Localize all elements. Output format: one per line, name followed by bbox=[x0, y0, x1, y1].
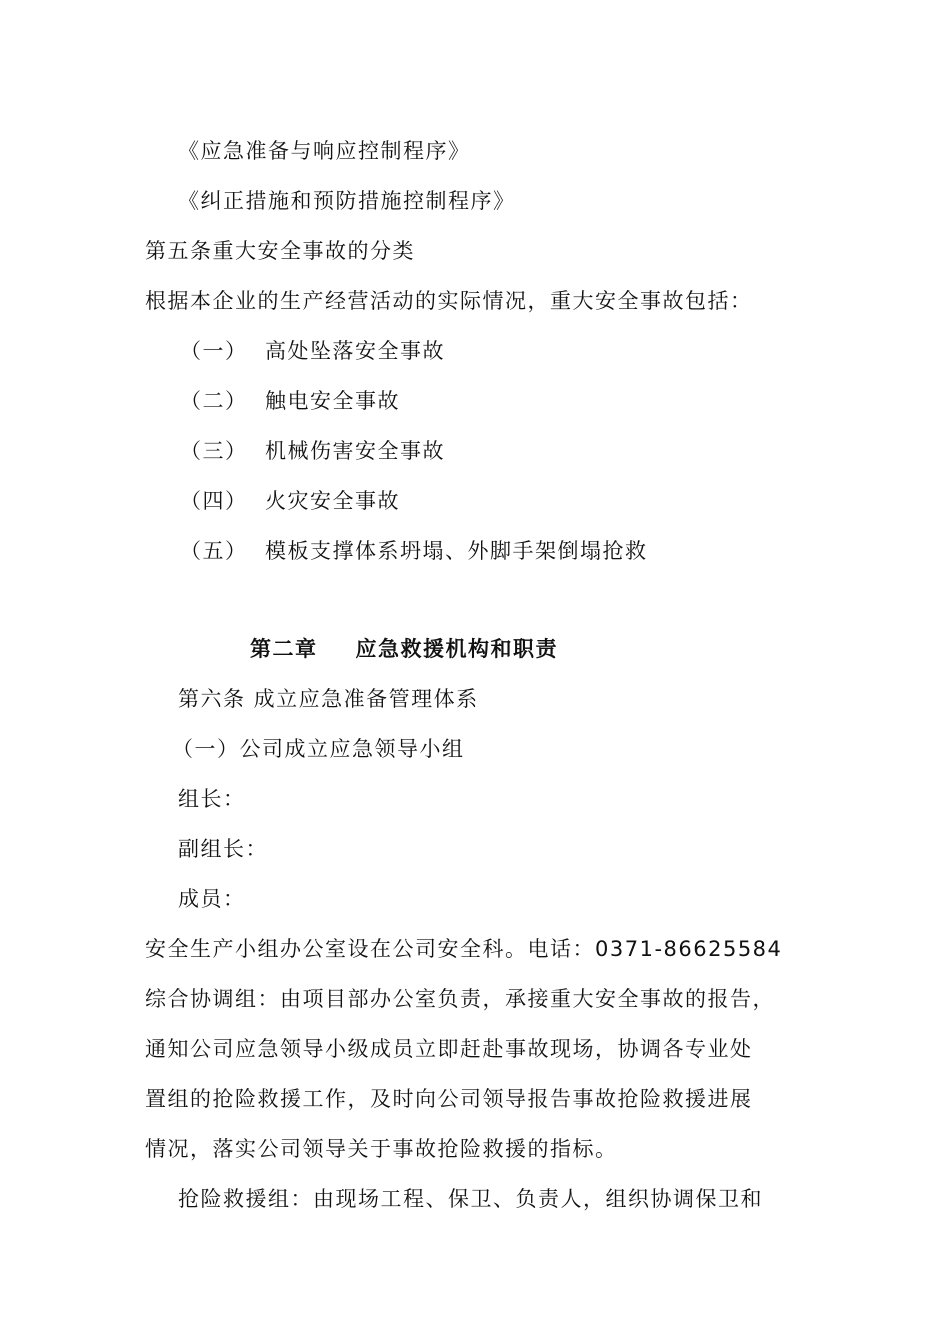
chapter-heading bbox=[250, 634, 558, 664]
office-phone-line: 安全生产小组办公室设在公司安全科。电话：0371-86625584 bbox=[145, 937, 783, 961]
coordination-paragraph-line: 置组的抢险救援工作，及时向公司领导报告事故抢险救援进展 bbox=[145, 1087, 753, 1111]
item-text: 触电安全事故 bbox=[265, 389, 400, 413]
coordination-paragraph-line: 通知公司应急领导小级成员立即赶赴事故现场，协调各专业处 bbox=[145, 1037, 753, 1061]
article6-title: 第六条 成立应急准备管理体系 bbox=[178, 687, 479, 711]
item-number: （四） bbox=[180, 489, 248, 513]
coordination-paragraph-line: 情况，落实公司领导关于事故抢险救援的指标。 bbox=[145, 1137, 618, 1161]
reference-corrective-procedure: 《纠正措施和预防措施控制程序》 bbox=[178, 189, 516, 213]
accident-type-item bbox=[180, 386, 400, 416]
item-text: 机械伤害安全事故 bbox=[265, 439, 445, 463]
reference-emergency-procedure: 《应急准备与响应控制程序》 bbox=[178, 139, 471, 163]
accident-type-item bbox=[180, 486, 400, 516]
item-number: （二） bbox=[180, 389, 248, 413]
item-number: （一） bbox=[180, 339, 248, 363]
rescue-group-line: 抢险救援组：由现场工程、保卫、负责人，组织协调保卫和 bbox=[178, 1187, 763, 1211]
deputy-leader-label: 副组长： bbox=[178, 837, 268, 861]
chapter-title: 应急救援机构和职责 bbox=[355, 637, 558, 661]
leader-label: 组长： bbox=[178, 787, 246, 811]
coordination-paragraph-line: 综合协调组：由项目部办公室负责，承接重大安全事故的报告， bbox=[145, 987, 775, 1011]
item-text: 火灾安全事故 bbox=[265, 489, 400, 513]
article5-intro: 根据本企业的生产经营活动的实际情况，重大安全事故包括： bbox=[145, 289, 753, 313]
chapter-number: 第二章 bbox=[250, 637, 318, 661]
accident-type-item bbox=[180, 336, 445, 366]
article5-title: 第五条重大安全事故的分类 bbox=[145, 239, 415, 263]
item-number: （三） bbox=[180, 439, 248, 463]
accident-type-item bbox=[180, 536, 648, 566]
members-label: 成员： bbox=[178, 887, 246, 911]
item-number: （五） bbox=[180, 539, 248, 563]
item-text: 高处坠落安全事故 bbox=[265, 339, 445, 363]
subsection-title: （一）公司成立应急领导小组 bbox=[172, 737, 465, 761]
accident-type-item bbox=[180, 436, 445, 466]
item-text: 模板支撑体系坍塌、外脚手架倒塌抢救 bbox=[265, 539, 648, 563]
